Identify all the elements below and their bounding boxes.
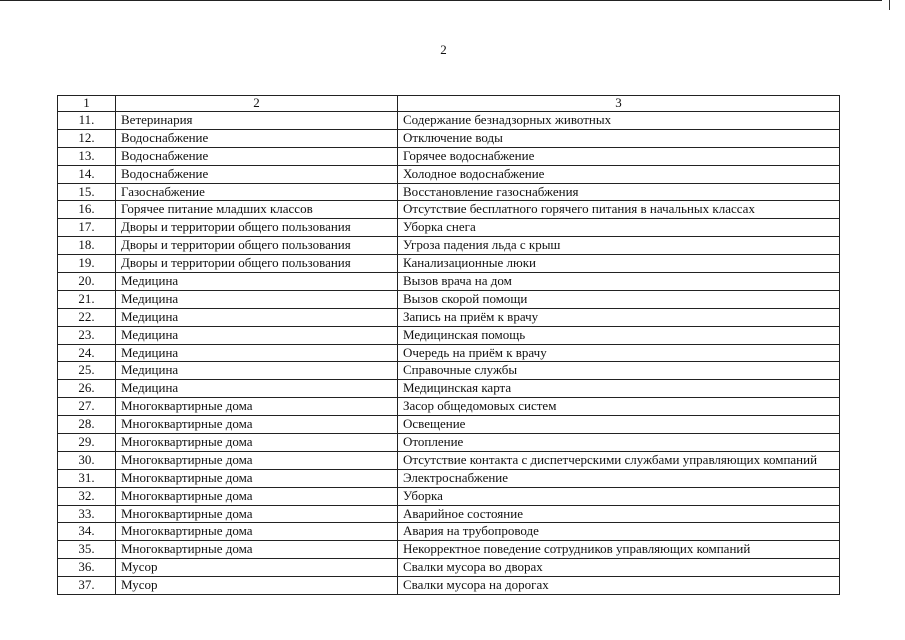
category-cell: Многоквартирные дома xyxy=(116,434,398,452)
category-cell: Медицина xyxy=(116,290,398,308)
row-number-cell: 36. xyxy=(58,559,116,577)
topic-cell: Отсутствие контакта с диспетчерскими службами управляющих компаний xyxy=(398,451,840,469)
row-number-cell: 31. xyxy=(58,469,116,487)
row-number-cell: 30. xyxy=(58,451,116,469)
topic-cell: Свалки мусора во дворах xyxy=(398,559,840,577)
topic-cell: Отопление xyxy=(398,434,840,452)
topic-cell: Свалки мусора на дорогах xyxy=(398,577,840,595)
table-row xyxy=(58,344,840,362)
row-number-cell: 14. xyxy=(58,165,116,183)
category-cell: Газоснабжение xyxy=(116,183,398,201)
row-number-cell: 12. xyxy=(58,129,116,147)
row-number-cell: 15. xyxy=(58,183,116,201)
topic-cell: Отсутствие бесплатного горячего питания в начальных классах xyxy=(398,201,840,219)
topic-cell: Канализационные люки xyxy=(398,255,840,273)
row-number-cell: 28. xyxy=(58,416,116,434)
topic-cell: Освещение xyxy=(398,416,840,434)
topic-cell: Некорректное поведение сотрудников управляющих компаний xyxy=(398,541,840,559)
page-number: 2 xyxy=(440,42,447,57)
table-body xyxy=(58,96,840,595)
topic-cell: Вызов скорой помощи xyxy=(398,290,840,308)
category-cell: Медицина xyxy=(116,326,398,344)
table-row xyxy=(58,380,840,398)
category-cell: Медицина xyxy=(116,308,398,326)
topic-cell: Отключение воды xyxy=(398,129,840,147)
topic-cell: Очередь на приём к врачу xyxy=(398,344,840,362)
row-number-cell: 27. xyxy=(58,398,116,416)
table-row xyxy=(58,541,840,559)
row-number-cell: 37. xyxy=(58,577,116,595)
table-row xyxy=(58,201,840,219)
topic-cell: Аварийное состояние xyxy=(398,505,840,523)
category-cell: Медицина xyxy=(116,273,398,291)
topic-cell: Холодное водоснабжение xyxy=(398,165,840,183)
category-cell: Ветеринария xyxy=(116,112,398,130)
column-header-number: 1 xyxy=(58,96,116,112)
topic-cell: Восстановление газоснабжения xyxy=(398,183,840,201)
table-row xyxy=(58,362,840,380)
table-row xyxy=(58,505,840,523)
table-row xyxy=(58,219,840,237)
topic-cell: Электроснабжение xyxy=(398,469,840,487)
table-row xyxy=(58,523,840,541)
category-cell: Водоснабжение xyxy=(116,147,398,165)
table-row xyxy=(58,559,840,577)
row-number-cell: 24. xyxy=(58,344,116,362)
topic-cell: Угроза падения льда с крыш xyxy=(398,237,840,255)
row-number-cell: 20. xyxy=(58,273,116,291)
row-number-cell: 33. xyxy=(58,505,116,523)
row-number-cell: 16. xyxy=(58,201,116,219)
row-number-cell: 18. xyxy=(58,237,116,255)
row-number-cell: 17. xyxy=(58,219,116,237)
table-row xyxy=(58,237,840,255)
category-cell: Дворы и территории общего пользования xyxy=(116,219,398,237)
top-border-line xyxy=(0,0,882,1)
table-row xyxy=(58,183,840,201)
category-cell: Медицина xyxy=(116,344,398,362)
row-number-cell: 35. xyxy=(58,541,116,559)
category-cell: Горячее питание младших классов xyxy=(116,201,398,219)
category-cell: Дворы и территории общего пользования xyxy=(116,255,398,273)
category-cell: Многоквартирные дома xyxy=(116,398,398,416)
row-number-cell: 34. xyxy=(58,523,116,541)
category-cell: Медицина xyxy=(116,362,398,380)
row-number-cell: 32. xyxy=(58,487,116,505)
table-row xyxy=(58,469,840,487)
table-row xyxy=(58,147,840,165)
category-cell: Водоснабжение xyxy=(116,165,398,183)
topic-cell: Уборка снега xyxy=(398,219,840,237)
category-cell: Мусор xyxy=(116,559,398,577)
column-header-topic: 3 xyxy=(398,96,840,112)
right-edge-mark xyxy=(889,0,890,10)
row-number-cell: 21. xyxy=(58,290,116,308)
row-number-cell: 29. xyxy=(58,434,116,452)
table-row xyxy=(58,165,840,183)
table-row xyxy=(58,129,840,147)
table-header-row xyxy=(58,96,840,112)
row-number-cell: 11. xyxy=(58,112,116,130)
topic-cell: Горячее водоснабжение xyxy=(398,147,840,165)
topic-cell: Авария на трубопроводе xyxy=(398,523,840,541)
table-row xyxy=(58,451,840,469)
category-cell: Многоквартирные дома xyxy=(116,541,398,559)
table-row xyxy=(58,577,840,595)
row-number-cell: 19. xyxy=(58,255,116,273)
topic-cell: Вызов врача на дом xyxy=(398,273,840,291)
table-row xyxy=(58,326,840,344)
category-cell: Дворы и территории общего пользования xyxy=(116,237,398,255)
table-row xyxy=(58,434,840,452)
row-number-cell: 25. xyxy=(58,362,116,380)
category-cell: Многоквартирные дома xyxy=(116,451,398,469)
topic-cell: Медицинская помощь xyxy=(398,326,840,344)
category-cell: Многоквартирные дома xyxy=(116,487,398,505)
category-cell: Мусор xyxy=(116,577,398,595)
table-row xyxy=(58,416,840,434)
category-cell: Водоснабжение xyxy=(116,129,398,147)
table-row xyxy=(58,273,840,291)
row-number-cell: 13. xyxy=(58,147,116,165)
category-cell: Многоквартирные дома xyxy=(116,505,398,523)
topic-cell: Уборка xyxy=(398,487,840,505)
category-cell: Многоквартирные дома xyxy=(116,416,398,434)
row-number-cell: 26. xyxy=(58,380,116,398)
row-number-cell: 22. xyxy=(58,308,116,326)
category-cell: Многоквартирные дома xyxy=(116,523,398,541)
table-row xyxy=(58,308,840,326)
table-row xyxy=(58,487,840,505)
table-row xyxy=(58,255,840,273)
topic-cell: Содержание безнадзорных животных xyxy=(398,112,840,130)
category-cell: Многоквартирные дома xyxy=(116,469,398,487)
topic-cell: Справочные службы xyxy=(398,362,840,380)
category-cell: Медицина xyxy=(116,380,398,398)
topic-cell: Засор общедомовых систем xyxy=(398,398,840,416)
table-row xyxy=(58,290,840,308)
row-number-cell: 23. xyxy=(58,326,116,344)
table-row xyxy=(58,112,840,130)
topic-cell: Медицинская карта xyxy=(398,380,840,398)
table-row xyxy=(58,398,840,416)
column-header-category: 2 xyxy=(116,96,398,112)
topic-cell: Запись на приём к врачу xyxy=(398,308,840,326)
appeals-topics-table xyxy=(57,95,840,595)
